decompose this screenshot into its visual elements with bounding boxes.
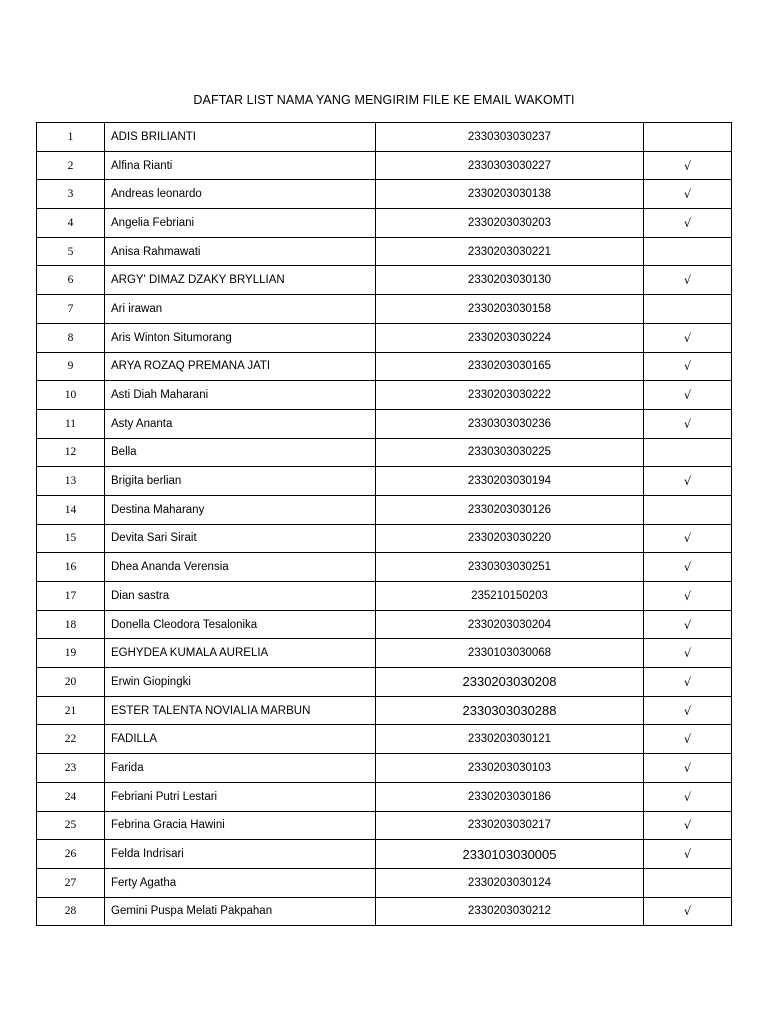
student-name: Farida bbox=[105, 754, 376, 783]
row-number: 20 bbox=[37, 668, 105, 697]
table-row bbox=[37, 639, 732, 668]
student-id: 2330303030237 bbox=[376, 123, 644, 152]
student-id: 2330203030221 bbox=[376, 237, 644, 266]
row-number: 1 bbox=[37, 123, 105, 152]
check-mark: √ bbox=[644, 266, 732, 295]
student-id: 2330203030121 bbox=[376, 725, 644, 754]
student-name: Brigita berlian bbox=[105, 467, 376, 496]
student-name: ESTER TALENTA NOVIALIA MARBUN bbox=[105, 696, 376, 725]
student-name: Dhea Ananda Verensia bbox=[105, 553, 376, 582]
check-mark: √ bbox=[644, 840, 732, 869]
student-id: 2330203030138 bbox=[376, 180, 644, 209]
row-number: 4 bbox=[37, 209, 105, 238]
table-row bbox=[37, 725, 732, 754]
row-number: 16 bbox=[37, 553, 105, 582]
table-row bbox=[37, 237, 732, 266]
check-mark: √ bbox=[644, 381, 732, 410]
student-name: Ari irawan bbox=[105, 295, 376, 324]
student-id: 2330303030288 bbox=[376, 696, 644, 725]
student-table bbox=[36, 122, 732, 926]
table-row bbox=[37, 409, 732, 438]
row-number: 28 bbox=[37, 897, 105, 926]
student-id: 2330203030186 bbox=[376, 782, 644, 811]
check-mark bbox=[644, 438, 732, 467]
row-number: 21 bbox=[37, 696, 105, 725]
table-row bbox=[37, 524, 732, 553]
student-name: ADIS BRILIANTI bbox=[105, 123, 376, 152]
student-id: 2330203030158 bbox=[376, 295, 644, 324]
check-mark: √ bbox=[644, 610, 732, 639]
table-row bbox=[37, 868, 732, 897]
check-mark: √ bbox=[644, 524, 732, 553]
check-mark: √ bbox=[644, 668, 732, 697]
check-mark: √ bbox=[644, 725, 732, 754]
row-number: 17 bbox=[37, 582, 105, 611]
table-row bbox=[37, 467, 732, 496]
check-mark: √ bbox=[644, 352, 732, 381]
table-row bbox=[37, 438, 732, 467]
table-row bbox=[37, 840, 732, 869]
student-name: Dian sastra bbox=[105, 582, 376, 611]
student-name: FADILLA bbox=[105, 725, 376, 754]
student-name: Angelia Febriani bbox=[105, 209, 376, 238]
table-row bbox=[37, 151, 732, 180]
row-number: 26 bbox=[37, 840, 105, 869]
row-number: 3 bbox=[37, 180, 105, 209]
student-id: 2330203030212 bbox=[376, 897, 644, 926]
student-id: 2330203030203 bbox=[376, 209, 644, 238]
row-number: 12 bbox=[37, 438, 105, 467]
row-number: 7 bbox=[37, 295, 105, 324]
check-mark: √ bbox=[644, 639, 732, 668]
student-id: 2330203030204 bbox=[376, 610, 644, 639]
student-id: 2330103030068 bbox=[376, 639, 644, 668]
check-mark: √ bbox=[644, 582, 732, 611]
student-name: Donella Cleodora Tesalonika bbox=[105, 610, 376, 639]
table-row bbox=[37, 495, 732, 524]
student-name: Felda Indrisari bbox=[105, 840, 376, 869]
table-row bbox=[37, 553, 732, 582]
row-number: 24 bbox=[37, 782, 105, 811]
table-row bbox=[37, 754, 732, 783]
student-name: Aris Winton Situmorang bbox=[105, 323, 376, 352]
table-row bbox=[37, 782, 732, 811]
student-id: 2330303030227 bbox=[376, 151, 644, 180]
page-title: DAFTAR LIST NAMA YANG MENGIRIM FILE KE EMAIL WAKOMTI bbox=[193, 93, 575, 107]
table-row bbox=[37, 209, 732, 238]
row-number: 9 bbox=[37, 352, 105, 381]
row-number: 5 bbox=[37, 237, 105, 266]
row-number: 23 bbox=[37, 754, 105, 783]
table-row bbox=[37, 180, 732, 209]
check-mark: √ bbox=[644, 323, 732, 352]
student-name: Ferty Agatha bbox=[105, 868, 376, 897]
student-name: Gemini Puspa Melati Pakpahan bbox=[105, 897, 376, 926]
student-name: Destina Maharany bbox=[105, 495, 376, 524]
student-id: 2330303030225 bbox=[376, 438, 644, 467]
student-name: Alfina Rianti bbox=[105, 151, 376, 180]
student-id: 2330203030126 bbox=[376, 495, 644, 524]
row-number: 19 bbox=[37, 639, 105, 668]
student-id: 2330303030236 bbox=[376, 409, 644, 438]
table-row bbox=[37, 610, 732, 639]
check-mark: √ bbox=[644, 696, 732, 725]
table-row bbox=[37, 323, 732, 352]
student-id: 2330203030124 bbox=[376, 868, 644, 897]
student-id: 2330203030220 bbox=[376, 524, 644, 553]
row-number: 11 bbox=[37, 409, 105, 438]
student-id: 2330203030217 bbox=[376, 811, 644, 840]
student-name: Asty Ananta bbox=[105, 409, 376, 438]
row-number: 6 bbox=[37, 266, 105, 295]
row-number: 18 bbox=[37, 610, 105, 639]
student-id: 2330203030222 bbox=[376, 381, 644, 410]
check-mark bbox=[644, 237, 732, 266]
check-mark: √ bbox=[644, 151, 732, 180]
student-table-body bbox=[37, 123, 732, 926]
student-id: 2330303030251 bbox=[376, 553, 644, 582]
check-mark bbox=[644, 295, 732, 324]
table-row bbox=[37, 811, 732, 840]
check-mark: √ bbox=[644, 180, 732, 209]
student-name: ARGY' DIMAZ DZAKY BRYLLIAN bbox=[105, 266, 376, 295]
student-id: 2330203030130 bbox=[376, 266, 644, 295]
table-row bbox=[37, 696, 732, 725]
student-name: Anisa Rahmawati bbox=[105, 237, 376, 266]
row-number: 15 bbox=[37, 524, 105, 553]
student-name: Febrina Gracia Hawini bbox=[105, 811, 376, 840]
student-id: 2330203030224 bbox=[376, 323, 644, 352]
table-row bbox=[37, 123, 732, 152]
check-mark bbox=[644, 123, 732, 152]
student-name: Febriani Putri Lestari bbox=[105, 782, 376, 811]
check-mark bbox=[644, 495, 732, 524]
student-id: 2330203030165 bbox=[376, 352, 644, 381]
student-name: Devita Sari Sirait bbox=[105, 524, 376, 553]
row-number: 14 bbox=[37, 495, 105, 524]
table-row bbox=[37, 266, 732, 295]
table-row bbox=[37, 352, 732, 381]
table-row bbox=[37, 582, 732, 611]
check-mark: √ bbox=[644, 897, 732, 926]
check-mark: √ bbox=[644, 409, 732, 438]
table-row bbox=[37, 668, 732, 697]
student-name: Bella bbox=[105, 438, 376, 467]
student-name: EGHYDEA KUMALA AURELIA bbox=[105, 639, 376, 668]
table-row bbox=[37, 897, 732, 926]
check-mark: √ bbox=[644, 754, 732, 783]
row-number: 8 bbox=[37, 323, 105, 352]
student-id: 2330203030103 bbox=[376, 754, 644, 783]
student-id: 2330103030005 bbox=[376, 840, 644, 869]
check-mark: √ bbox=[644, 811, 732, 840]
check-mark: √ bbox=[644, 782, 732, 811]
check-mark: √ bbox=[644, 467, 732, 496]
row-number: 22 bbox=[37, 725, 105, 754]
row-number: 27 bbox=[37, 868, 105, 897]
student-id: 2330203030208 bbox=[376, 668, 644, 697]
student-name: Asti Diah Maharani bbox=[105, 381, 376, 410]
student-id: 2330203030194 bbox=[376, 467, 644, 496]
student-name: ARYA ROZAQ PREMANA JATI bbox=[105, 352, 376, 381]
row-number: 13 bbox=[37, 467, 105, 496]
student-name: Andreas leonardo bbox=[105, 180, 376, 209]
table-row bbox=[37, 381, 732, 410]
check-mark: √ bbox=[644, 209, 732, 238]
check-mark: √ bbox=[644, 553, 732, 582]
row-number: 2 bbox=[37, 151, 105, 180]
student-name: Erwin Giopingki bbox=[105, 668, 376, 697]
row-number: 10 bbox=[37, 381, 105, 410]
table-row bbox=[37, 295, 732, 324]
check-mark bbox=[644, 868, 732, 897]
student-id: 235210150203 bbox=[376, 582, 644, 611]
row-number: 25 bbox=[37, 811, 105, 840]
